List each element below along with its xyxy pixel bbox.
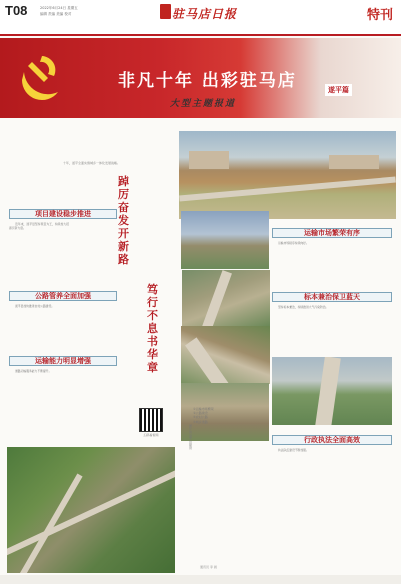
photo-city-road bbox=[181, 211, 269, 269]
article-column: 坚持标本兼治，持续推进大气污染防治。 bbox=[278, 305, 329, 309]
photo-aerial-interchange bbox=[7, 447, 175, 573]
article-column bbox=[71, 369, 131, 439]
article-column: 执法队伍建设不断加强。 bbox=[278, 448, 309, 452]
footer-credit: 通讯员 李 晨 bbox=[200, 565, 217, 569]
section-heading-3 bbox=[9, 356, 117, 366]
section-heading-5 bbox=[272, 292, 392, 302]
photo-caption-list bbox=[193, 407, 261, 424]
newspaper-logo-icon bbox=[160, 4, 171, 19]
article-column bbox=[334, 241, 392, 281]
editor-credits: 编辑 责编 美编 校对 bbox=[40, 12, 72, 16]
qr-caption: 扫码看视频 bbox=[143, 433, 159, 437]
county-tag: 遂平篇 bbox=[325, 84, 352, 96]
article-column bbox=[334, 305, 392, 355]
section-heading-1 bbox=[9, 209, 117, 219]
section-heading-4 bbox=[272, 228, 392, 238]
vertical-headline-2: 笃行不息书华章 bbox=[147, 283, 158, 374]
photo-highway-construction bbox=[181, 326, 270, 384]
article-column: 近年来，遂平县坚持项目为王，持续加大招商引资力度。 bbox=[9, 222, 69, 231]
qr-code-icon[interactable] bbox=[139, 408, 163, 432]
article-column bbox=[334, 448, 392, 558]
photo-credit-vertical: 图片由遂平县提供 bbox=[189, 424, 193, 451]
article-column: 遂平县加快推进农村公路建设。 bbox=[15, 304, 55, 308]
section-heading-6 bbox=[272, 435, 392, 445]
main-title: 非凡十年 出彩驻马店 bbox=[118, 71, 297, 91]
section-heading-text: 行政执法全面高效 bbox=[304, 436, 360, 444]
issue-date: 2022年6月24日 星期五 bbox=[40, 6, 78, 10]
party-emblem-icon bbox=[14, 50, 70, 106]
section-heading-text: 公路管养全面加强 bbox=[35, 292, 91, 300]
vertical-headline-1: 踔厉奋发开新路 bbox=[118, 175, 129, 266]
bottom-band bbox=[0, 575, 401, 584]
article-column bbox=[71, 222, 131, 270]
section-title: 特刊 bbox=[366, 8, 393, 23]
photo-transport-hub bbox=[179, 131, 396, 219]
article-column: 运输市场秩序持续向好。 bbox=[278, 241, 309, 245]
page-header bbox=[0, 0, 401, 36]
lead-paragraph: 十年，遂平全面实施城乡一体化发展战略。 bbox=[63, 161, 121, 165]
report-subtitle: 大型主题报道 bbox=[170, 99, 237, 109]
article-column bbox=[71, 304, 131, 344]
section-heading-text: 运输市场繁荣有序 bbox=[304, 229, 360, 237]
photo-expressway bbox=[272, 357, 392, 425]
section-heading-text: 标本兼治保卫蓝天 bbox=[304, 293, 360, 301]
photo-rural-road bbox=[182, 270, 270, 327]
article-column bbox=[180, 447, 268, 557]
article-column: 道路运输服务能力不断提升。 bbox=[15, 369, 52, 373]
photo-caption: ③农村公路 bbox=[193, 415, 208, 420]
section-heading-2 bbox=[9, 291, 117, 301]
newspaper-name: 驻马店日报 bbox=[172, 7, 238, 21]
photo-caption: ④城乡道路 bbox=[193, 419, 208, 424]
page-number: T08 bbox=[5, 3, 28, 18]
photo-caption: ②公路建设 bbox=[193, 411, 208, 416]
photo-caption: ①运输市场繁荣 bbox=[193, 407, 214, 411]
section-heading-text: 运输能力明显增强 bbox=[35, 357, 91, 365]
section-heading-text: 项目建设稳步推进 bbox=[35, 210, 91, 218]
